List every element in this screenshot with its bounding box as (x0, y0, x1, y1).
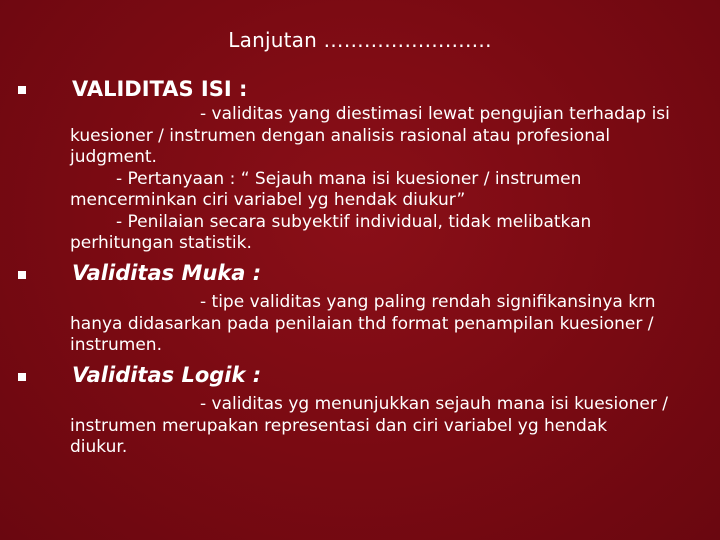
section-body-validitas-isi (70, 104, 690, 255)
body-line: - Pertanyaan : “ Sejauh mana isi kuesioner / instrumen (116, 168, 582, 189)
section-body-validitas-logik (70, 394, 690, 459)
bullet-square-icon (18, 271, 26, 279)
body-line: - Penilaian secara subyektif individual, tidak melibatkan (116, 211, 592, 232)
body-line: perhitungan statistik. (70, 233, 252, 253)
body-line: kuesioner / instrumen dengan analisis rasional atau profesional (70, 125, 611, 146)
section-heading-validitas-logik: Validitas Logik : (72, 363, 262, 387)
section-heading-validitas-muka: Validitas Muka : (72, 261, 262, 285)
body-line: instrumen. (70, 335, 162, 355)
bullet-square-icon (18, 86, 26, 94)
bullet-square-icon (18, 373, 26, 381)
body-line: diukur. (70, 437, 128, 457)
body-line: instrumen merupakan representasi dan ciri variabel yg hendak (70, 415, 608, 436)
section-heading-validitas-isi: VALIDITAS ISI : (72, 77, 248, 101)
section-body-validitas-muka (70, 292, 690, 357)
slide-title: Lanjutan ……………………. (228, 28, 492, 52)
body-line: hanya didasarkan pada penilaian thd format penampilan kuesioner / (70, 313, 654, 334)
body-line: - validitas yg menunjukkan sejauh mana isi kuesioner / (200, 394, 668, 414)
body-line: judgment. (70, 147, 157, 167)
body-line: - validitas yang diestimasi lewat pengujian terhadap isi (200, 104, 670, 124)
body-line: - tipe validitas yang paling rendah signifikansinya krn (200, 292, 656, 312)
body-line: mencerminkan ciri variabel yg hendak diukur” (70, 190, 466, 210)
